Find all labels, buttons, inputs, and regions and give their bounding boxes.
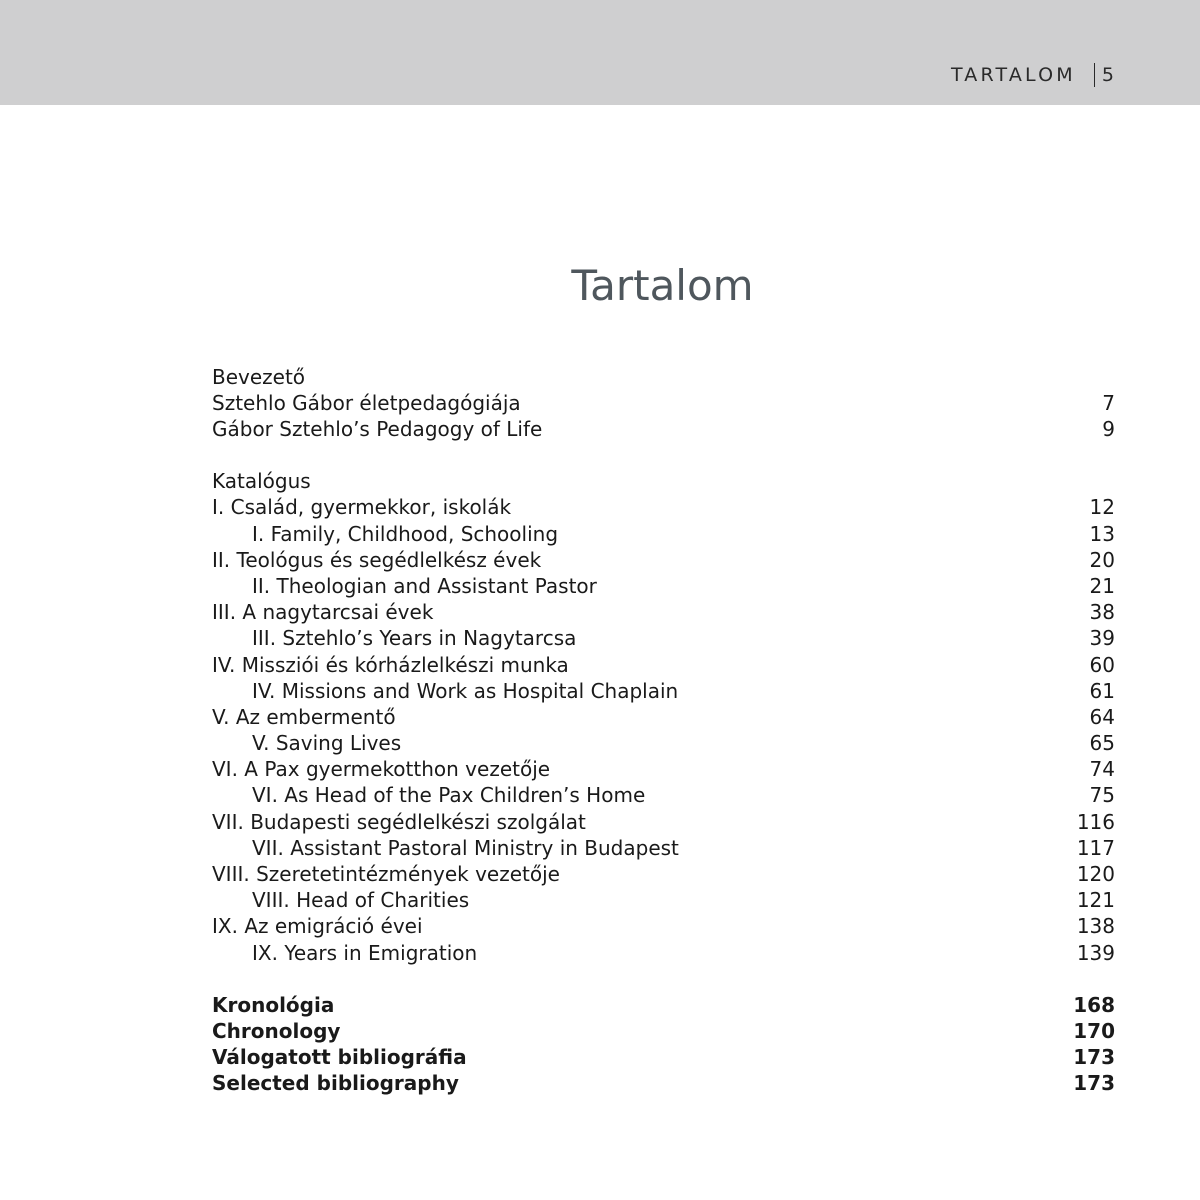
toc-entry-page: 38 bbox=[1089, 600, 1115, 625]
toc-entry-label: VI. A Pax gyermekotthon vezetője bbox=[212, 757, 551, 782]
toc-section-heading: Bevezető bbox=[212, 365, 306, 389]
toc-entry-label: III. A nagytarcsai évek bbox=[212, 600, 434, 625]
toc-entry[interactable] bbox=[212, 390, 1115, 416]
toc-entry[interactable] bbox=[212, 416, 1115, 442]
toc-entry-label: VII. Budapesti segédlelkészi szolgálat bbox=[212, 809, 586, 834]
toc-entry-label: Chronology bbox=[212, 1018, 341, 1043]
toc-entry-page: 65 bbox=[1089, 731, 1115, 756]
toc-entry-page: 21 bbox=[1089, 573, 1115, 598]
toc-entry-page: 117 bbox=[1076, 835, 1115, 860]
toc-entry-label: IV. Missziói és kórházlelkészi munka bbox=[212, 652, 569, 677]
toc-group-intro bbox=[212, 364, 1115, 442]
toc-entry-page: 139 bbox=[1076, 940, 1115, 965]
toc-entry[interactable] bbox=[212, 835, 1115, 861]
toc-entry-page: 7 bbox=[1102, 391, 1115, 415]
toc-entry-label: VI. As Head of the Pax Children’s Home bbox=[252, 783, 646, 808]
table-of-contents bbox=[212, 364, 1115, 1097]
toc-entry-label: III. Sztehlo’s Years in Nagytarcsa bbox=[252, 626, 577, 651]
toc-entry-label: II. Teológus és segédlelkész évek bbox=[212, 547, 542, 572]
toc-entry[interactable] bbox=[212, 913, 1115, 939]
toc-entry[interactable] bbox=[212, 809, 1115, 835]
toc-entry[interactable] bbox=[212, 704, 1115, 730]
toc-entry-label: V. Saving Lives bbox=[252, 731, 402, 756]
toc-entry-page: 12 bbox=[1089, 495, 1115, 520]
toc-group-catalog bbox=[212, 468, 1115, 965]
toc-entry-label: IX. Az emigráció évei bbox=[212, 914, 423, 939]
toc-section-heading: Katalógus bbox=[212, 469, 311, 494]
toc-group-appendix bbox=[212, 992, 1115, 1097]
toc-entry-page: 13 bbox=[1089, 521, 1115, 546]
toc-entry-page: 173 bbox=[1073, 1045, 1115, 1070]
toc-entry-page: 60 bbox=[1089, 652, 1115, 677]
toc-entry-label: Sztehlo Gábor életpedagógiája bbox=[212, 391, 521, 415]
toc-entry[interactable] bbox=[212, 730, 1115, 756]
toc-entry-page: 170 bbox=[1073, 1018, 1115, 1043]
toc-entry-label: Gábor Sztehlo’s Pedagogy of Life bbox=[212, 417, 543, 442]
toc-entry-label: IV. Missions and Work as Hospital Chaplain bbox=[252, 678, 679, 703]
toc-entry[interactable] bbox=[212, 940, 1115, 966]
toc-entry-page: 173 bbox=[1073, 1071, 1115, 1096]
toc-entry-label: VIII. Szeretetintézmények vezetője bbox=[212, 862, 560, 886]
toc-entry[interactable] bbox=[212, 756, 1115, 782]
toc-entry-label: VII. Assistant Pastoral Ministry in Budapest bbox=[252, 835, 679, 860]
toc-entry-page: 9 bbox=[1102, 417, 1115, 442]
running-head-divider bbox=[1094, 63, 1095, 87]
toc-entry-page: 121 bbox=[1076, 888, 1115, 913]
toc-entry[interactable] bbox=[212, 521, 1115, 547]
toc-entry-page: 61 bbox=[1089, 678, 1115, 703]
toc-entry-label: I. Family, Childhood, Schooling bbox=[252, 521, 559, 546]
toc-entry-label: V. Az embermentő bbox=[212, 704, 396, 729]
page-number: 5 bbox=[1101, 64, 1114, 86]
running-head-section: TARTALOM bbox=[950, 64, 1076, 86]
toc-entry-page: 39 bbox=[1089, 626, 1115, 651]
toc-entry-label: VIII. Head of Charities bbox=[252, 888, 470, 913]
toc-entry-label: Kronológia bbox=[212, 992, 335, 1017]
toc-entry[interactable] bbox=[212, 1070, 1115, 1096]
running-head bbox=[951, 62, 1114, 88]
running-header-band bbox=[0, 0, 1200, 105]
toc-entry-page: 120 bbox=[1076, 862, 1115, 886]
toc-entry[interactable] bbox=[212, 678, 1115, 704]
toc-entry[interactable] bbox=[212, 599, 1115, 625]
toc-entry[interactable] bbox=[212, 1018, 1115, 1044]
toc-entry-page: 75 bbox=[1089, 783, 1115, 808]
toc-entry-label: I. Család, gyermekkor, iskolák bbox=[212, 495, 512, 520]
toc-entry[interactable] bbox=[212, 782, 1115, 808]
toc-entry-label: IX. Years in Emigration bbox=[252, 940, 478, 965]
toc-entry[interactable] bbox=[212, 625, 1115, 651]
toc-entry[interactable] bbox=[212, 652, 1115, 678]
toc-entry[interactable] bbox=[212, 861, 1115, 887]
toc-entry-page: 74 bbox=[1089, 757, 1115, 782]
toc-entry[interactable] bbox=[212, 494, 1115, 520]
toc-entry-label: Selected bibliography bbox=[212, 1071, 459, 1096]
toc-entry-page: 168 bbox=[1073, 992, 1115, 1017]
toc-entry-page: 64 bbox=[1089, 704, 1115, 729]
toc-entry-label: Válogatott bibliográfia bbox=[212, 1045, 467, 1070]
toc-entry[interactable] bbox=[212, 547, 1115, 573]
toc-entry-page: 138 bbox=[1076, 914, 1115, 939]
toc-entry[interactable] bbox=[212, 887, 1115, 913]
page-title: Tartalom bbox=[571, 261, 754, 310]
toc-entry[interactable] bbox=[212, 573, 1115, 599]
toc-entry-page: 116 bbox=[1076, 809, 1115, 834]
toc-entry-page: 20 bbox=[1089, 547, 1115, 572]
toc-entry[interactable] bbox=[212, 992, 1115, 1018]
toc-entry[interactable] bbox=[212, 1044, 1115, 1070]
toc-entry-label: II. Theologian and Assistant Pastor bbox=[252, 573, 597, 598]
